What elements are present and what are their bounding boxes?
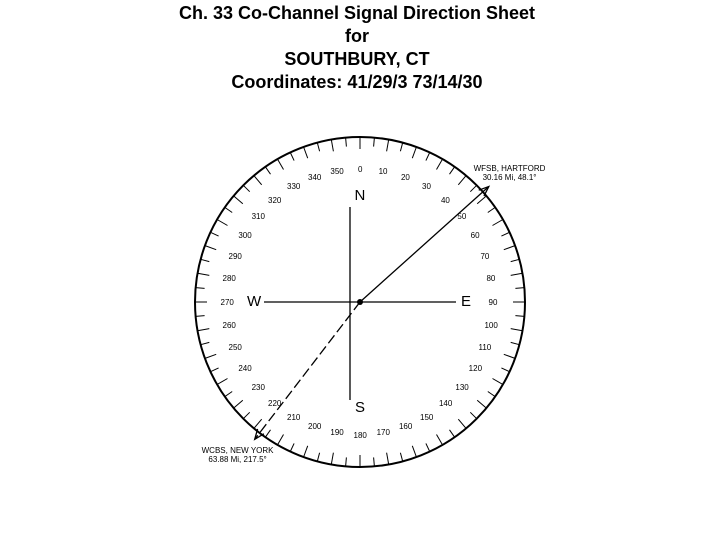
compass-tick (331, 453, 333, 465)
compass-tick (387, 453, 389, 465)
degree-label-270: 270 (220, 297, 234, 307)
degree-label-40: 40 (440, 195, 450, 205)
degree-label-220: 220 (268, 399, 282, 409)
degree-label-260: 260 (222, 320, 236, 330)
degree-label-80: 80 (486, 274, 496, 284)
degree-label-20: 20 (400, 172, 410, 182)
compass-tick (501, 232, 509, 236)
compass-tick (477, 400, 486, 408)
compass-tick (225, 207, 232, 212)
compass-tick (511, 273, 523, 275)
compass-tick (437, 159, 443, 169)
compass-tick (511, 342, 520, 344)
compass-crosshair (264, 207, 456, 400)
compass-tick (243, 412, 249, 418)
station-detail: 30.16 Mi, 48.1° (482, 173, 537, 183)
compass-tick (304, 446, 308, 457)
compass-tick (317, 143, 319, 152)
compass-tick (504, 354, 515, 358)
compass-tick (205, 246, 216, 250)
compass-tick (412, 147, 416, 158)
compass-tick (488, 207, 495, 212)
compass-tick (493, 379, 503, 385)
degree-label-60: 60 (470, 231, 480, 240)
compass-tick (234, 400, 243, 408)
title-line-1: Ch. 33 Co-Channel Signal Direction Sheet (178, 3, 536, 23)
degree-label-320: 320 (268, 195, 282, 205)
degree-label-150: 150 (420, 412, 434, 422)
signal-ray-0 (360, 187, 489, 303)
compass-tick (198, 329, 210, 331)
compass-tick (225, 392, 232, 397)
signal-ray-1 (255, 302, 360, 439)
compass-tick (426, 443, 430, 451)
compass-tick (426, 153, 430, 161)
compass-tick (450, 167, 455, 174)
compass-tick (217, 220, 227, 226)
compass-tick (217, 379, 227, 385)
degree-label-200: 200 (308, 422, 322, 432)
compass-tick (374, 457, 375, 466)
cardinal-n: N (354, 187, 366, 204)
compass-tick (196, 288, 205, 289)
degree-label-100: 100 (484, 320, 498, 330)
degree-label-50: 50 (457, 212, 467, 221)
compass-tick (511, 329, 523, 331)
compass-tick (211, 232, 219, 236)
degree-label-300: 300 (238, 231, 252, 240)
compass-tick (254, 176, 262, 185)
compass-tick (243, 185, 249, 191)
degree-label-10: 10 (378, 166, 388, 176)
compass-tick (234, 196, 243, 204)
degree-label-0: 0 (358, 164, 363, 174)
degree-label-240: 240 (238, 364, 252, 373)
degree-label-350: 350 (330, 166, 344, 176)
degree-label-90: 90 (488, 297, 498, 307)
compass-tick (198, 273, 210, 275)
title-line-4: Coordinates: 41/29/3 73/14/30 (231, 72, 483, 92)
cardinal-e: E (461, 293, 472, 310)
compass-tick (254, 419, 262, 428)
compass-tick (290, 443, 294, 451)
station-name: WCBS, NEW YORK (201, 446, 274, 456)
compass-tick (400, 143, 402, 152)
station-detail: 63.88 Mi, 217.5° (208, 455, 267, 465)
compass-tick (504, 246, 515, 250)
compass-tick (346, 457, 347, 466)
compass-tick (265, 167, 270, 174)
cardinal-s: S (355, 399, 366, 416)
degree-label-130: 130 (455, 382, 469, 392)
station-label-0 (474, 164, 546, 182)
compass-tick (317, 453, 319, 462)
compass-tick (196, 316, 205, 317)
degree-label-210: 210 (287, 412, 301, 422)
station-name: WFSB, HARTFORD (473, 164, 546, 174)
compass-tick (265, 430, 270, 437)
compass-tick (331, 140, 333, 152)
compass-tick (374, 138, 375, 147)
degree-label-120: 120 (468, 364, 483, 373)
degree-label-170: 170 (376, 428, 390, 438)
degree-label-180: 180 (353, 430, 367, 440)
degree-label-280: 280 (222, 274, 236, 284)
degree-label-110: 110 (478, 342, 492, 352)
compass-tick (400, 453, 402, 462)
compass-tick (387, 140, 389, 152)
title-line-3: SOUTHBURY, CT (284, 49, 430, 69)
compass-tick (437, 435, 443, 445)
compass-tick (290, 153, 294, 161)
degree-label-340: 340 (308, 172, 322, 182)
degree-label-30: 30 (422, 182, 431, 192)
compass-tick (515, 288, 524, 289)
compass-tick (488, 392, 495, 397)
compass-tick (346, 138, 347, 147)
degree-label-310: 310 (251, 212, 265, 221)
compass-tick (201, 342, 210, 344)
compass-tick (201, 259, 210, 261)
title-line-2: for (345, 26, 369, 46)
compass-tick (278, 159, 284, 169)
degree-label-160: 160 (398, 422, 413, 432)
degree-label-190: 190 (330, 428, 344, 438)
cardinal-w: W (247, 293, 262, 310)
compass-tick (211, 368, 219, 372)
degree-label-140: 140 (438, 399, 453, 409)
compass-tick (477, 196, 486, 204)
compass-tick (515, 316, 524, 317)
degree-label-290: 290 (228, 252, 242, 261)
compass-tick (470, 185, 476, 191)
compass-tick (501, 368, 509, 372)
compass-tick (304, 147, 308, 158)
compass-tick (278, 435, 284, 445)
compass-tick (412, 446, 416, 457)
compass-tick (450, 430, 455, 437)
compass-tick (511, 259, 520, 261)
compass-tick (458, 176, 466, 185)
degree-label-70: 70 (480, 252, 490, 261)
compass-tick (458, 419, 466, 428)
station-label-1 (202, 446, 274, 464)
compass-tick (205, 354, 216, 358)
degree-label-230: 230 (251, 382, 265, 392)
compass-tick (470, 412, 476, 418)
degree-label-250: 250 (228, 342, 242, 352)
compass-tick (493, 220, 503, 226)
degree-label-330: 330 (287, 182, 301, 192)
